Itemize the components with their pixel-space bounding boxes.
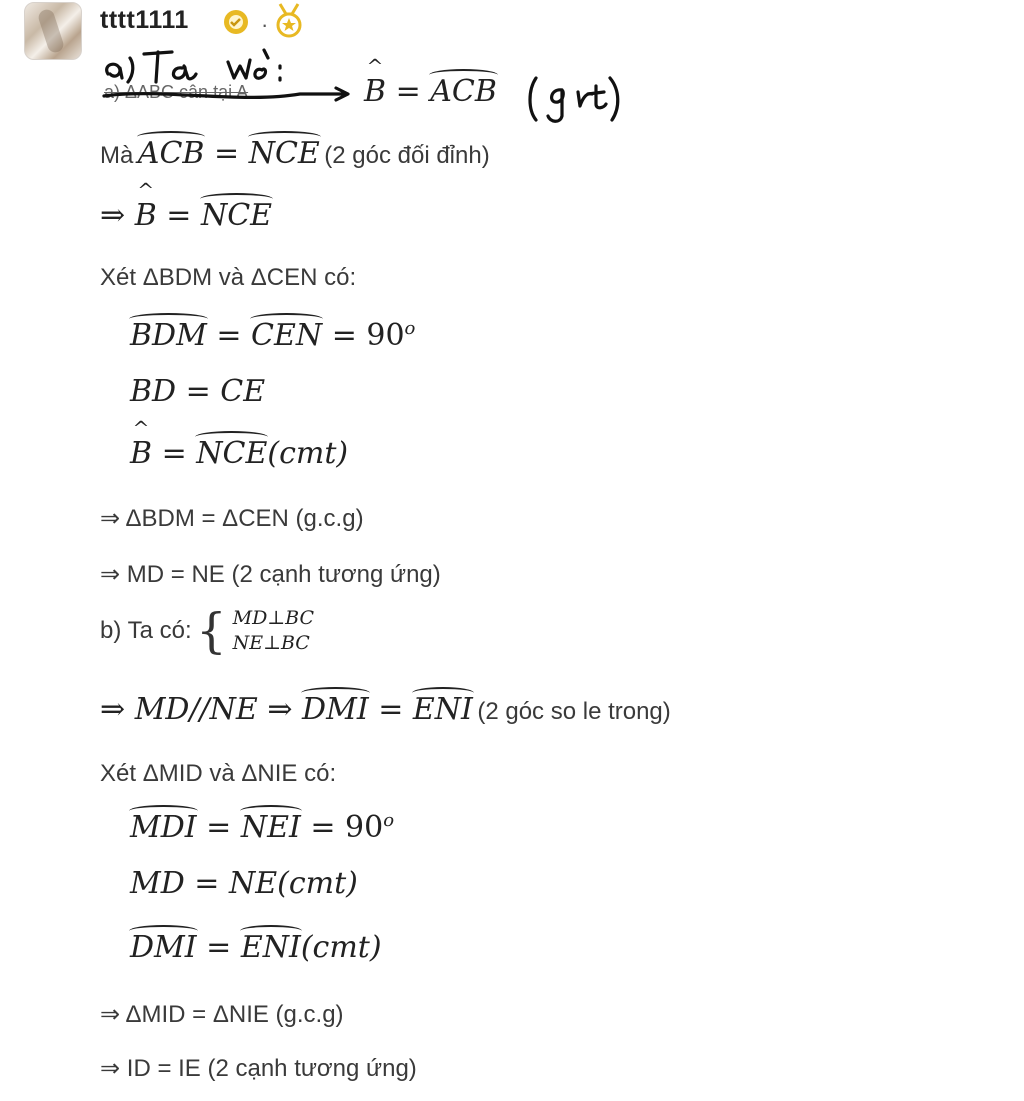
line-16: ⇒ ΔMID = ΔNIE (g.c.g) <box>100 1001 344 1028</box>
verified-badge-icon <box>222 8 250 36</box>
line-8: ⇒ ΔBDM = ΔCEN (g.c.g) <box>100 505 364 532</box>
line-1: ^ B = ACB <box>364 74 497 109</box>
line-14: MD = NE(cmt) <box>130 866 358 901</box>
line-11: ⇒ MD//NE ⇒ DMI = ENI (2 góc so le trong) <box>100 692 671 727</box>
medal-icon <box>274 2 304 40</box>
struck-text: a) ΔABC cân tại A <box>104 82 249 102</box>
line-3: ⇒ ^ B = NCE <box>100 198 272 233</box>
username[interactable]: tttt1111 <box>100 6 189 34</box>
line-12: Xét ΔMID và ΔNIE có: <box>100 760 337 787</box>
line-15: DMI = ENI(cmt) <box>130 930 382 965</box>
line-7: ^ B = NCE(cmt) <box>130 436 348 471</box>
line-17: ⇒ ID = IE (2 cạnh tương ứng) <box>100 1055 417 1082</box>
line-9: ⇒ MD = NE (2 cạnh tương ứng) <box>100 561 441 588</box>
scribble-strike <box>100 80 360 110</box>
line-13: MDI = NEI = $90^o$ <box>130 810 395 845</box>
system-row-2: NE⊥BC <box>232 632 310 654</box>
avatar[interactable] <box>24 2 82 60</box>
line-10: b) Ta có: { MD⊥BC NE⊥BC <box>100 603 315 659</box>
line-4: Xét ΔBDM và ΔCEN có: <box>100 264 357 291</box>
handwritten-gt <box>524 72 624 128</box>
line-5: BDM = CEN = $90^o$ <box>130 318 416 353</box>
system-row-1: MD⊥BC <box>232 607 315 629</box>
line-2: Mà ACB = NCE (2 góc đối đỉnh) <box>100 136 490 171</box>
separator-dot: · <box>261 12 269 37</box>
line-6: BD = CE <box>130 374 266 409</box>
